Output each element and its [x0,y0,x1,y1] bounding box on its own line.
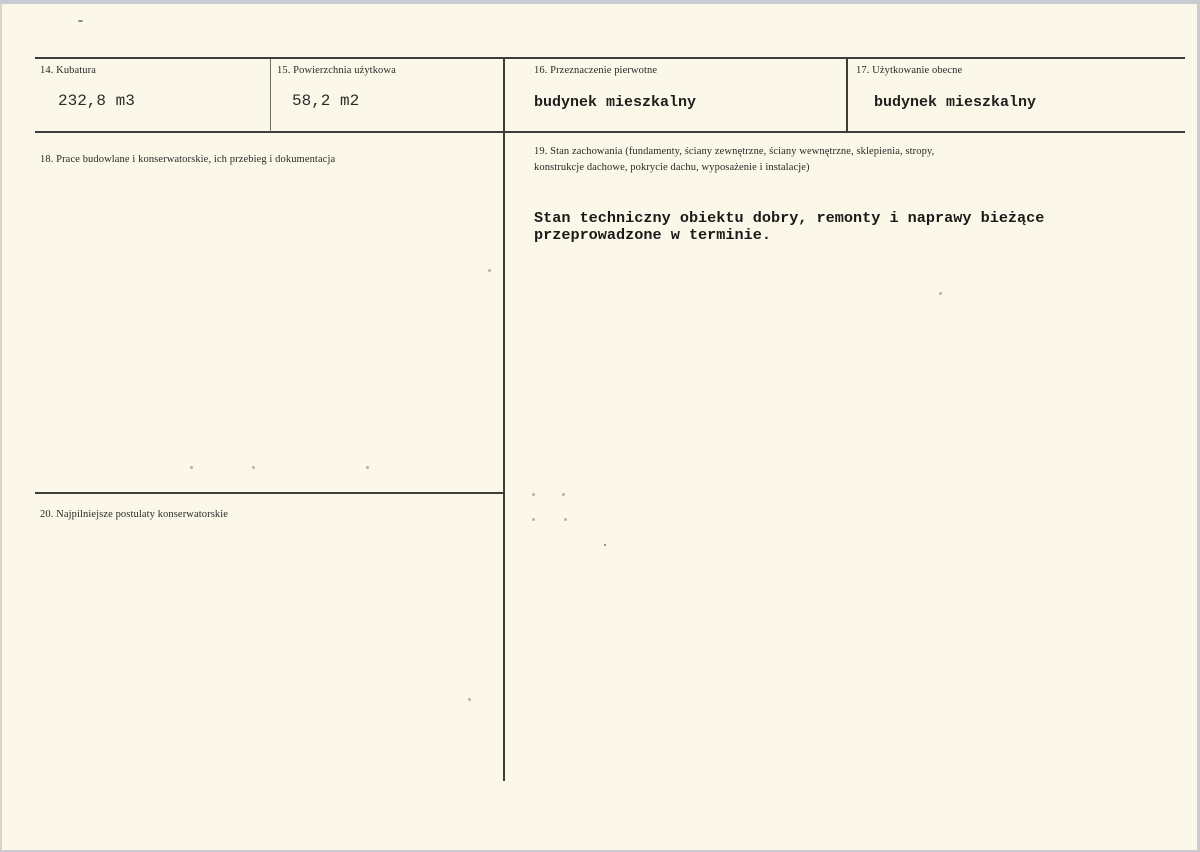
divider-14-15 [270,59,271,132]
powierzchnia-label: 15. Powierzchnia użytkowa [277,65,396,76]
przeznaczenie-value: budynek mieszkalny [534,94,697,111]
paper-speck [78,20,83,22]
przeznaczenie-label: 16. Przeznaczenie pierwotne [534,65,658,76]
inventory-card [0,4,1197,850]
paper-speck [488,269,491,272]
paper-speck [939,292,942,295]
postulaty-label: 20. Najpilniejsze postulaty konserwatorskie [40,509,229,520]
kubatura-label: 14. Kubatura [40,65,97,76]
uzytkowanie-label: 17. Użytkowanie obecne [856,65,963,76]
paper-speck [532,518,535,521]
paper-speck [252,466,255,469]
uzytkowanie-value: budynek mieszkalny [874,94,1037,111]
section-18-bottom-rule [35,492,504,494]
top-rule [35,57,1185,59]
paper-speck [468,698,471,701]
kubatura-value: 232,8 m3 [58,92,135,110]
paper-speck [564,518,567,521]
powierzchnia-value: 58,2 m2 [292,92,360,110]
paper-speck [366,466,369,469]
paper-speck [562,493,565,496]
header-row-bottom-rule [35,131,1185,133]
stan-label-line2: konstrukcje dachowe, pokrycie dachu, wyposażenie i instalacje) [534,162,810,173]
stan-value-line1: Stan techniczny obiektu dobry, remonty i naprawy bieżące [534,209,1045,227]
stan-value-line2: przeprowadzone w terminie. [534,226,771,244]
paper-speck [604,544,606,546]
paper-speck [532,493,535,496]
paper-speck [190,466,193,469]
divider-15-16 [503,59,505,781]
divider-16-17 [846,59,848,132]
stan-label-line1: 19. Stan zachowania (fundamenty, ściany zewnętrzne, ściany wewnętrzne, sklepienia, stropy, [534,146,935,157]
prace-label: 18. Prace budowlane i konserwatorskie, ich przebieg i dokumentacja [40,154,336,165]
